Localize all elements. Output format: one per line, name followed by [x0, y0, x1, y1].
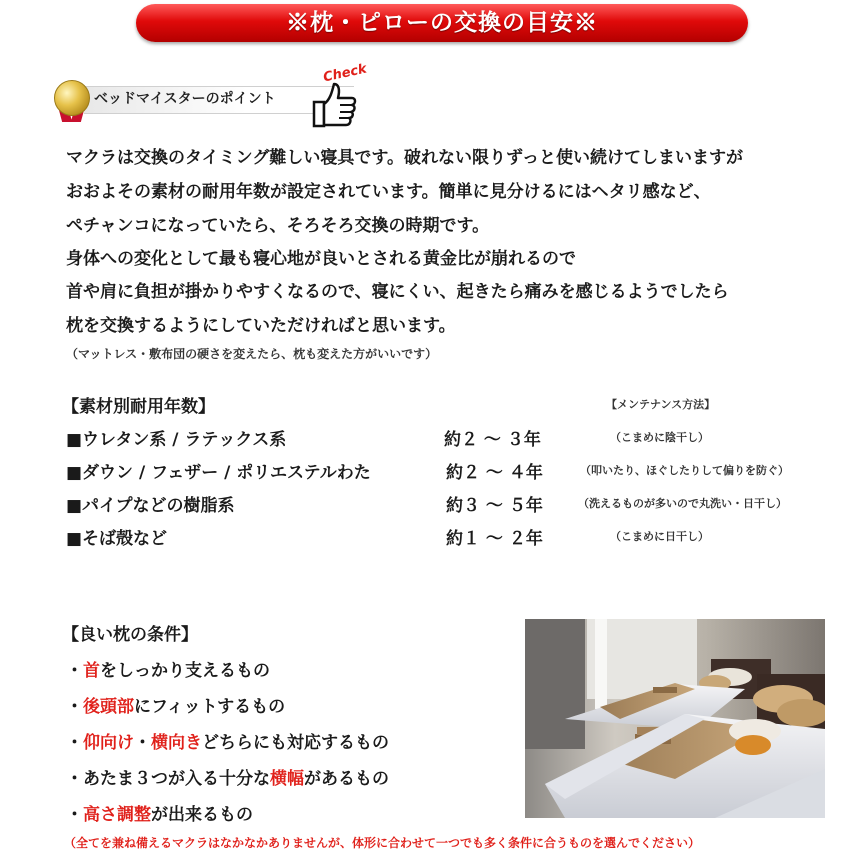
intro-line-3: ペチャンコになっていたら、そろそろ交換の時期です。 — [66, 216, 490, 236]
intro-line-5: 首や肩に負担が掛かりやすくなるので、寝にくい、起きたら痛みを感じるようでしたら — [66, 282, 729, 302]
intro-line-2: おおよその素材の耐用年数が設定されています。簡単に見分けるにはヘタリ感など、 — [66, 182, 711, 202]
condition-item — [66, 728, 389, 753]
material-row — [66, 491, 846, 521]
condition-prefix: ・ — [66, 697, 83, 717]
material-years: 約２ 〜 ３年 — [444, 430, 541, 450]
condition-suffix: があるもの — [304, 769, 389, 789]
material-row — [66, 425, 846, 455]
thumbs-up-icon — [306, 80, 358, 130]
condition-keyword: 仰向け — [83, 733, 134, 753]
material-care: （こまめに日干し） — [610, 530, 709, 543]
condition-suffix: にフィットするもの — [134, 697, 286, 717]
condition-keyword: 横幅 — [270, 769, 304, 789]
material-row — [66, 524, 846, 554]
material-name: ■そば殻など — [66, 529, 168, 549]
material-name: ■ダウン / フェザー / ポリエステルわた — [66, 463, 371, 483]
condition-prefix: ・あたま３つが入る十分な — [66, 769, 270, 789]
material-row — [66, 458, 846, 488]
condition-item — [66, 692, 285, 717]
maintenance-heading: 【メンテナンス方法】 — [606, 398, 716, 411]
material-care: （洗えるものが多いので丸洗い・日干し） — [578, 497, 787, 510]
condition-keyword: 後頭部 — [83, 697, 134, 717]
conditions-footnote: （全てを兼ね備えるマクラはなかなかありませんが、体形に合わせて一つでも多く条件に合うものを選んでください） — [64, 836, 701, 850]
badge-label: ベッドマイスターのポイント — [94, 91, 276, 107]
material-care: （こまめに陰干し） — [610, 431, 709, 444]
intro-line-6: 枕を交換するようにしていただければと思います。 — [66, 316, 456, 336]
material-name: ■ウレタン系 / ラテックス系 — [66, 430, 287, 450]
check-label: Check — [321, 61, 369, 86]
condition-prefix: ・ — [66, 805, 83, 825]
condition-item — [66, 656, 270, 681]
materials-heading: 【素材別耐用年数】 — [62, 397, 215, 417]
condition-keyword: 高さ調整 — [83, 805, 151, 825]
material-name: ■パイプなどの樹脂系 — [66, 496, 235, 516]
condition-suffix: どちらにも対応するもの — [202, 733, 389, 753]
condition-prefix: ・ — [66, 661, 83, 681]
material-care: （叩いたり、ほぐしたりして偏りを防ぐ） — [580, 464, 789, 477]
intro-line-4: 身体への変化として最も寝心地が良いとされる黄金比が崩れるので — [66, 249, 576, 269]
condition-separator: ・ — [134, 733, 151, 753]
material-years: 約１ 〜 ２年 — [446, 529, 543, 549]
condition-prefix: ・ — [66, 733, 83, 753]
condition-item — [66, 800, 253, 825]
gold-medal-icon — [54, 80, 90, 116]
material-years: 約３ 〜 ５年 — [446, 496, 543, 516]
bedroom-photo — [525, 619, 825, 818]
condition-keyword: 首 — [83, 661, 100, 681]
conditions-heading: 【良い枕の条件】 — [62, 625, 198, 645]
condition-suffix: をしっかり支えるもの — [100, 661, 270, 681]
condition-suffix: が出来るもの — [151, 805, 253, 825]
intro-note: （マットレス・敷布団の硬さを変えたら、枕も変えた方がいいです） — [66, 347, 438, 361]
page-banner: ※枕・ピローの交換の目安※ — [136, 4, 748, 42]
condition-item — [66, 764, 389, 789]
condition-keyword-2: 横向き — [151, 733, 202, 753]
material-years: 約２ 〜 ４年 — [446, 463, 543, 483]
intro-line-1: マクラは交換のタイミング難しい寝具です。破れない限りずっと使い続けてしまいますが — [66, 148, 743, 168]
